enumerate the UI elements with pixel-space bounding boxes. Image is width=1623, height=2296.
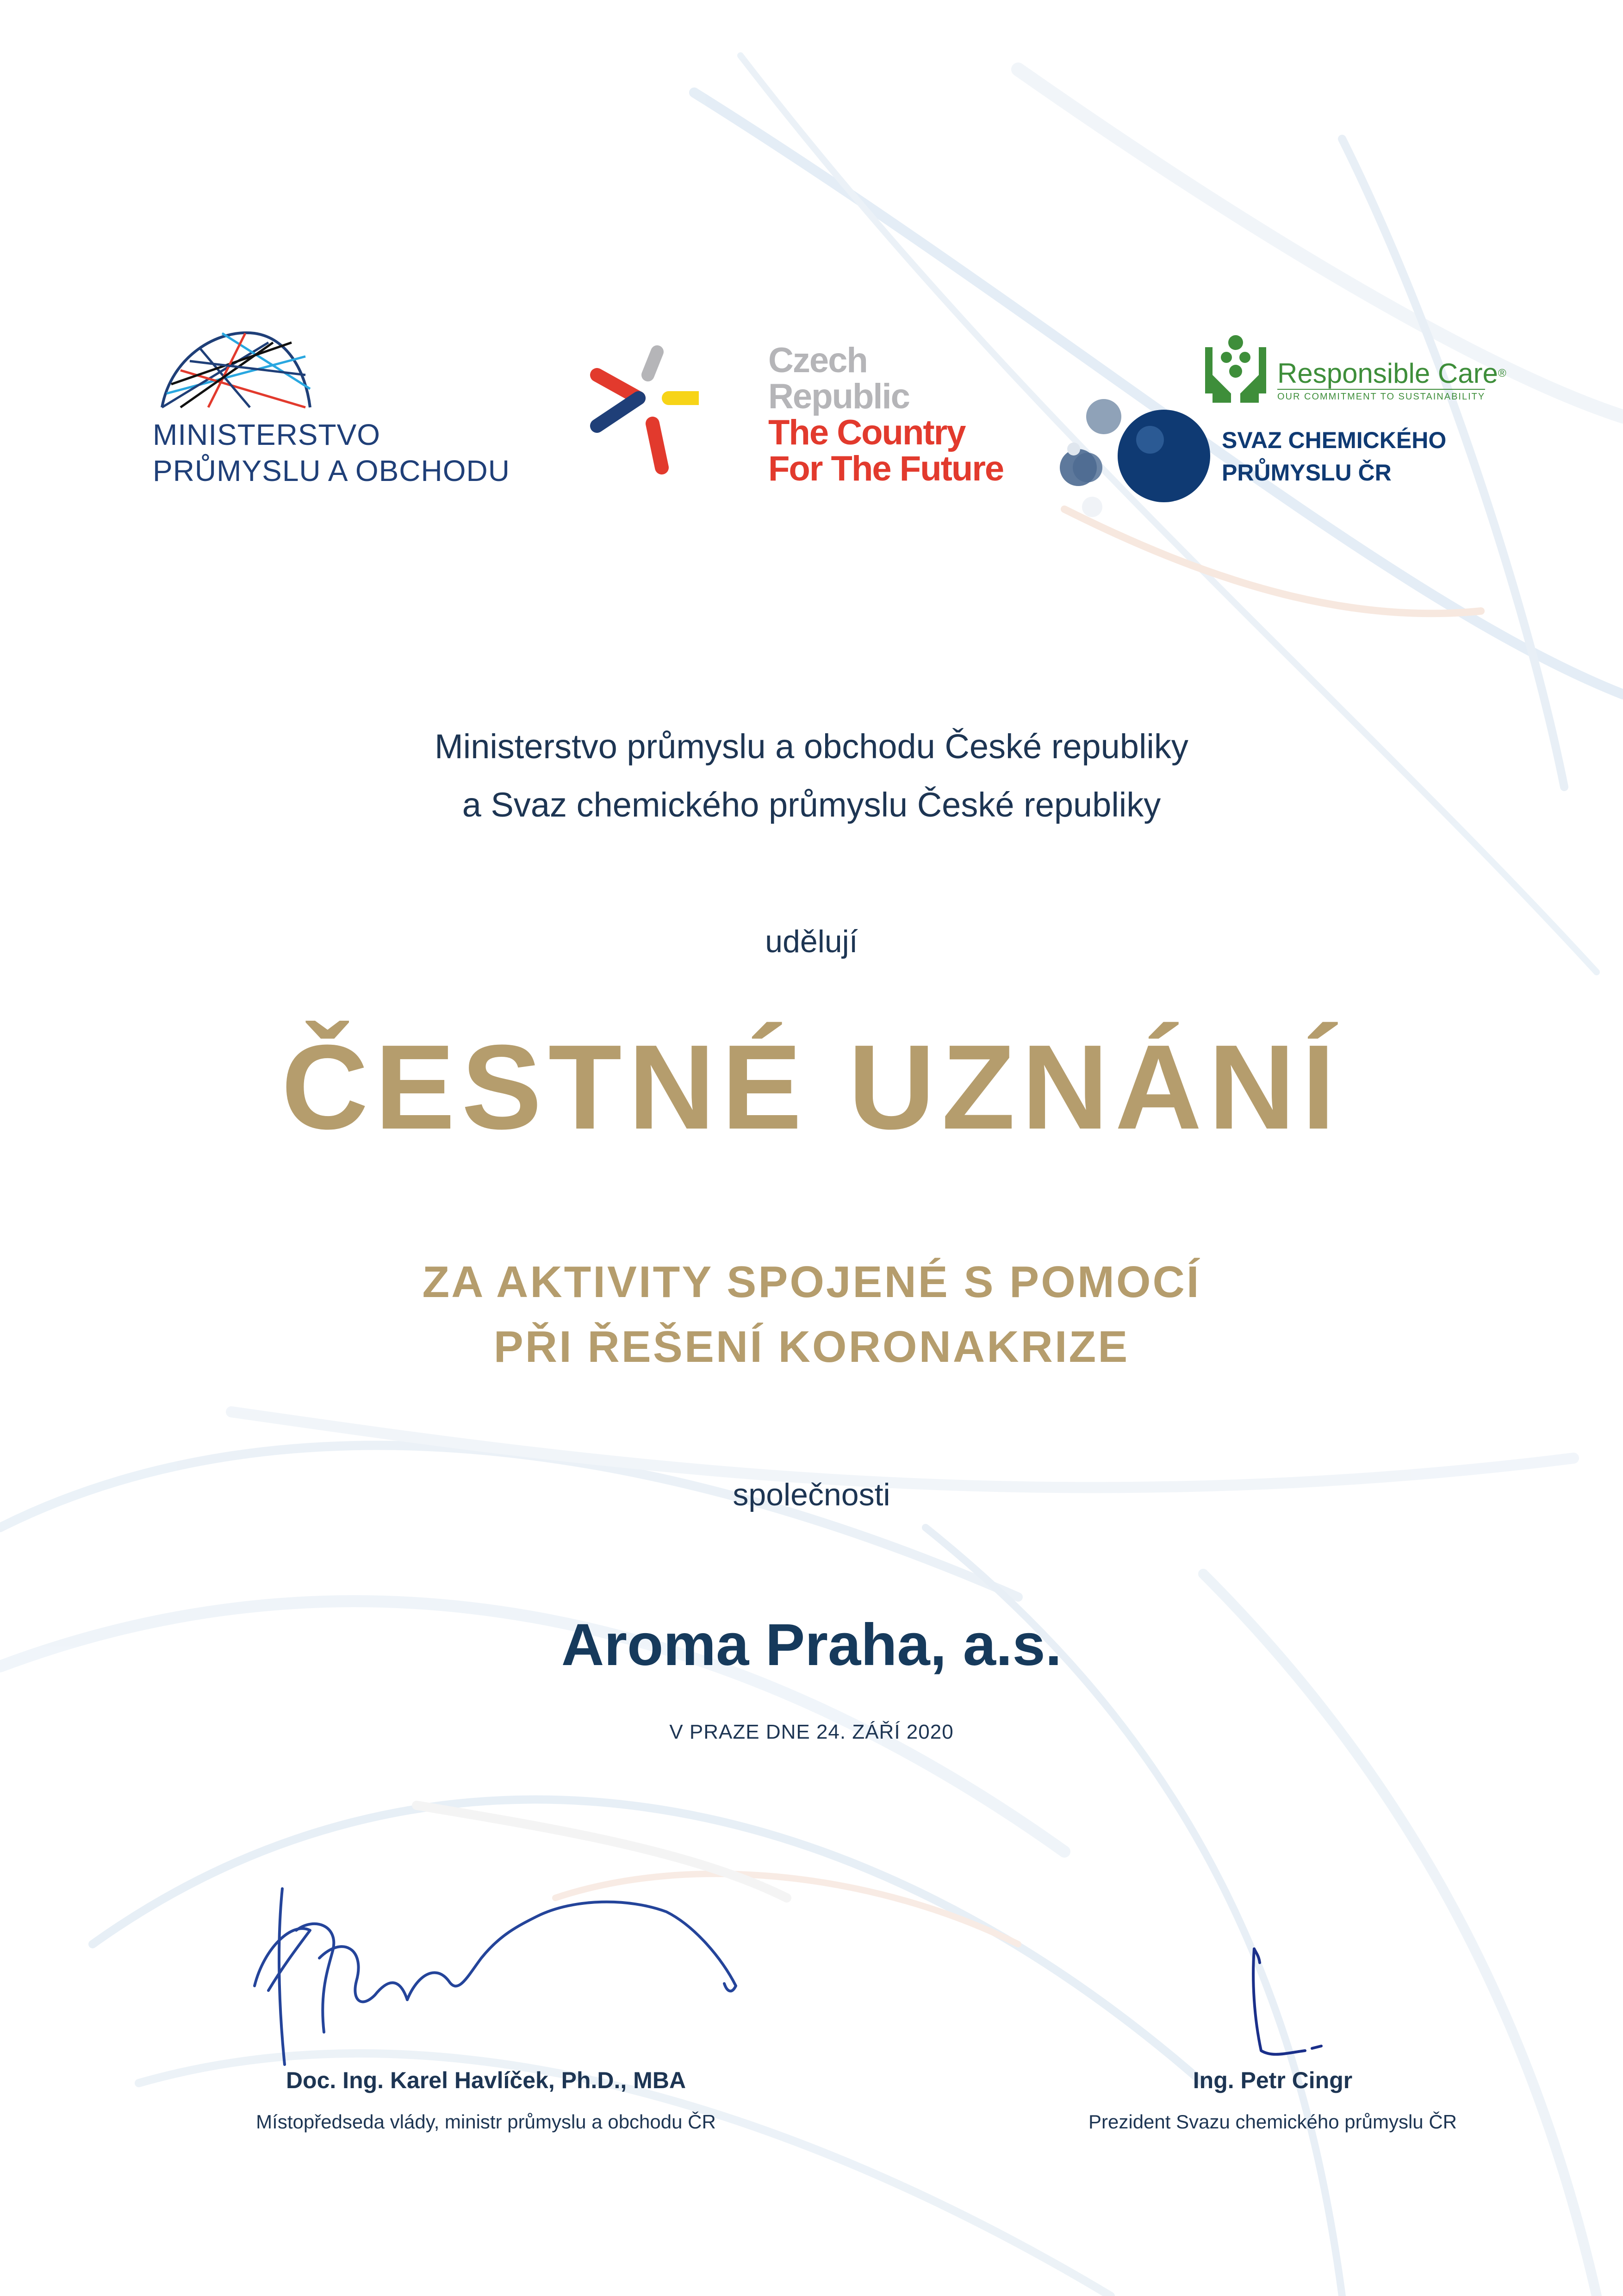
svaz-logo-text	[1222, 424, 1446, 489]
issuers-block	[0, 718, 1623, 834]
recipient-label: společnosti	[733, 1477, 890, 1512]
ministry-logo-line1: MINISTERSTVO	[153, 418, 381, 451]
award-title: ČESTNÉ UZNÁNÍ	[281, 1020, 1342, 1154]
left-signatory-role: Místopředseda vlády, ministr průmyslu a obchodu ČR	[256, 2111, 716, 2133]
czech-brand-line4: For The Future	[768, 449, 1004, 488]
issuer-line-2: a Svaz chemického průmyslu České republiky	[462, 786, 1161, 824]
czech-brand-line2: Republic	[768, 377, 909, 416]
right-signatory-name: Ing. Petr Cingr	[1193, 2067, 1353, 2093]
czech-brand-line3: The Country	[768, 413, 965, 452]
svaz-bubbles-icon	[1060, 398, 1217, 518]
responsible-care-title	[1277, 357, 1506, 390]
czech-brand-logo	[588, 338, 1004, 500]
dateline: V PRAZE DNE 24. ZÁŘÍ 2020	[669, 1721, 954, 1743]
award-subtitle	[0, 1250, 1623, 1379]
ministry-logo-line2: PRŮMYSLU A OBCHODU	[153, 454, 510, 487]
registered-mark: ®	[1498, 367, 1506, 380]
right-signatory-role: Prezident Svazu chemického průmyslu ČR	[1088, 2111, 1457, 2133]
responsible-care-name: Responsible Care	[1277, 358, 1498, 389]
ministry-globe-icon	[153, 315, 319, 417]
responsible-care-hands-icon	[1203, 329, 1268, 403]
czech-brand-symbol-icon	[588, 343, 699, 491]
responsible-care-subtitle: OUR COMMITMENT TO SUSTAINABILITY	[1277, 389, 1485, 402]
svaz-logo-line1: SVAZ CHEMICKÉHO	[1222, 427, 1447, 453]
issuer-line-1: Ministerstvo průmyslu a obchodu České republiky	[435, 727, 1188, 766]
right-signature	[1226, 1935, 1365, 2074]
award-subtitle-line2: PŘI ŘEŠENÍ KORONAKRIZE	[493, 1322, 1130, 1372]
left-signatory-name: Doc. Ing. Karel Havlíček, Ph.D., MBA	[286, 2067, 686, 2093]
czech-brand-line1: Czech	[768, 341, 867, 380]
recipient-name: Aroma Praha, a.s.	[561, 1612, 1062, 1678]
award-subtitle-line1: ZA AKTIVITY SPOJENÉ S POMOCÍ	[422, 1257, 1201, 1307]
ministry-logo	[153, 306, 523, 500]
svaz-logo-line2: PRŮMYSLU ČR	[1222, 460, 1392, 486]
award-verb: udělují	[765, 924, 858, 959]
left-signature	[250, 1879, 759, 2074]
